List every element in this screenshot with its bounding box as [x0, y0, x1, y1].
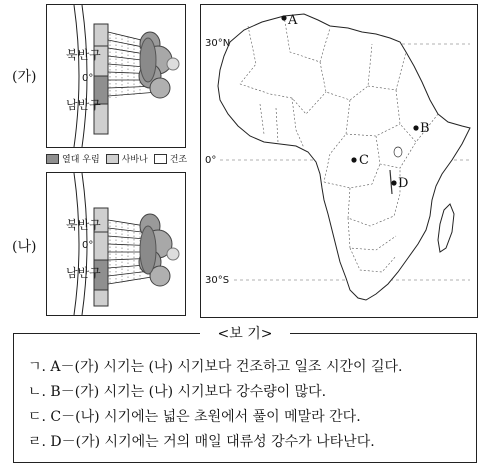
- point-c-marker: [351, 157, 356, 162]
- point-d-label: D: [398, 176, 409, 191]
- ga-north-label: 북반구: [66, 48, 101, 62]
- savanna-zone-north: [94, 24, 108, 46]
- point-b-label: B: [420, 121, 430, 136]
- legend-savanna: 사바나: [106, 152, 148, 165]
- legend-dry: 건조: [154, 152, 187, 165]
- ga-south-label: 남반구: [66, 98, 101, 112]
- bogi-title: <보 기>: [200, 323, 290, 343]
- legend-rainforest: 열대 우림: [46, 152, 100, 165]
- choice-ra: ㄹ. D－(가) 시기에는 거의 매일 대류성 강수가 나타난다.: [28, 434, 375, 450]
- point-a-marker: [281, 15, 286, 20]
- choice-na: ㄴ. B－(가) 시기는 (나) 시기보다 강수량이 많다.: [28, 384, 327, 400]
- point-a-label: A: [288, 13, 298, 28]
- choice-ga: ㄱ. A－(가) 시기는 (나) 시기보다 건조하고 일조 시간이 길다.: [28, 359, 403, 375]
- na-south-label: 남반구: [66, 266, 101, 280]
- lat-30s-label: 30°S: [205, 275, 230, 286]
- panel-ga-diagram: [46, 4, 186, 148]
- panel-ga-label: (가): [12, 69, 37, 85]
- sun-icon: [167, 58, 179, 70]
- legend: [46, 152, 187, 165]
- point-d-marker: [391, 180, 396, 185]
- na-north-label: 북반구: [66, 218, 101, 232]
- lat-0-label: 0°: [205, 155, 217, 166]
- panel-na-label: (나): [12, 239, 37, 255]
- choice-da: ㄷ. C－(나) 시기에는 넓은 초원에서 풀이 메말라 간다.: [28, 409, 361, 425]
- lat-30n-label: 30°N: [205, 38, 231, 49]
- point-b-marker: [413, 125, 418, 130]
- ga-equator-label: 0°: [82, 73, 94, 84]
- point-c-label: C: [359, 153, 369, 168]
- africa-map: [200, 4, 478, 318]
- sun-icon: [167, 248, 179, 260]
- panel-na-diagram: [46, 172, 186, 316]
- na-equator-label: 0°: [82, 240, 94, 251]
